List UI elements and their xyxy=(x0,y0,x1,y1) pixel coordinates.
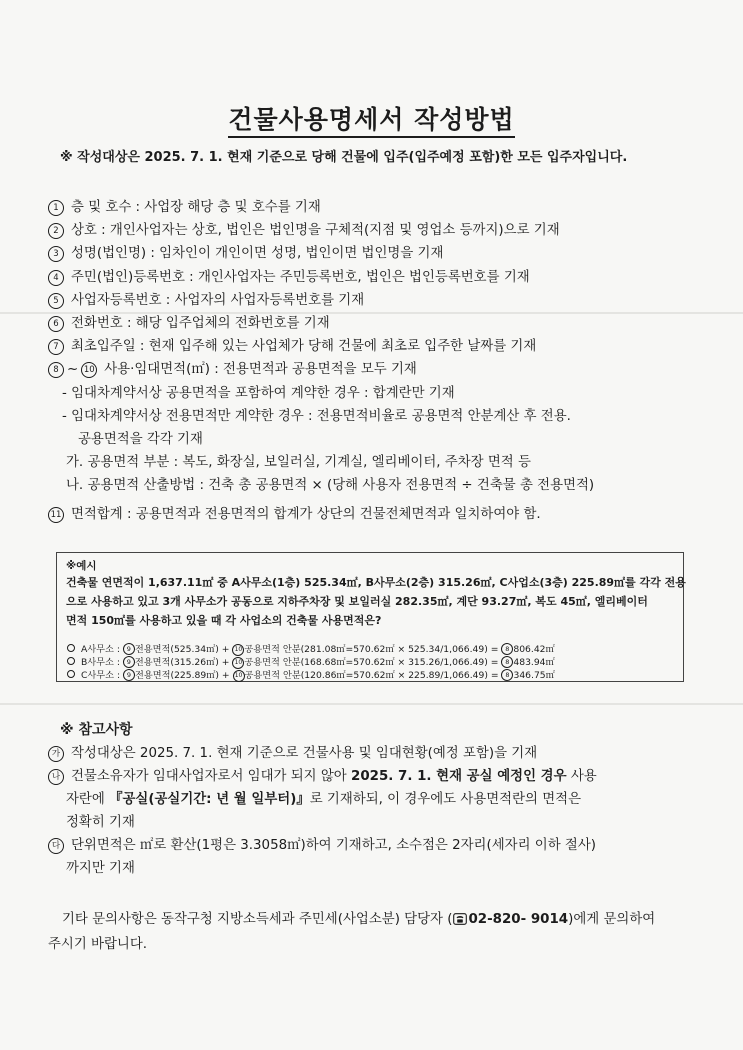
area-detail-ga: 가. 공용면적 부분 : 복도, 화장실, 보일러실, 기계실, 엘리베이터, 주차장 면적 등 xyxy=(66,455,531,471)
area-detail-na: 나. 공용면적 산출방법 : 건축 총 공용면적 × (당해 사용자 전용면적 ÷ 건축물 총 전용면적) xyxy=(66,478,595,494)
list-item: 4 주민(법인)등록번호 : 개인사업자는 주민등록번호, 법인은 법인등록번호를 기재 xyxy=(48,266,708,289)
circle-bullet-icon xyxy=(67,657,75,665)
example-text: 건축물 연면적이 1,637.11㎡ 중 A사무소(1층) 525.34㎡, B사무소(2층) 315.26㎡, C사업소(3층) 225.89㎡를 각각 전용 으로 사용하고 있고 3개 사무소가 공동으로 지하주차장 및 보일러실 282.35㎡, 계단 93.27㎡, 복도 45㎡, 엘리베이터 면적 150㎡를 사용하고 있을 때 각 사업소의 건축물 사용면적은? xyxy=(66,576,686,627)
example-box xyxy=(56,552,684,682)
list-item: 1 층 및 호수 : 사업장 해당 층 및 호수를 기재 xyxy=(48,196,708,219)
circled-number: 10 xyxy=(81,362,97,378)
circled-number: 3 xyxy=(48,246,64,262)
list-item: 3 성명(법인명) : 임차인이 개인이면 성명, 법인이면 법인명을 기재 xyxy=(48,242,708,265)
telephone-icon xyxy=(453,910,467,933)
reference-notes xyxy=(48,718,708,880)
circled-letter: 나 xyxy=(48,769,64,785)
example-result-row: B사무소 : 9 전용면적(315.26㎡) + 10 공용면적 안분(168.68㎡=570.62㎡ × 315.26/1,066.49) = 8 483.94㎡ xyxy=(67,656,555,669)
circle-bullet-icon xyxy=(67,670,75,678)
circled-number: 8 xyxy=(48,362,64,378)
area-sub-item-continued: 공용면적을 각각 기재 xyxy=(78,431,203,447)
reference-item: 다 단위면적은 ㎡로 환산(1평은 3.3058㎡)하여 기재하고, 소수점은 2자리(세자리 이하 절사) 까지만 기재 xyxy=(48,834,708,880)
circled-number: 1 xyxy=(48,200,64,216)
document-title: 건물사용명세서 작성방법 xyxy=(0,100,743,136)
paper-fold-line xyxy=(0,703,743,705)
reference-item: 가 작성대상은 2025. 7. 1. 현재 기준으로 건물사용 및 임대현황(예정 포함)을 기재 xyxy=(48,742,708,765)
document-subtitle: ※ 작성대상은 2025. 7. 1. 현재 기준으로 당해 건물에 입주(입주예정 포함)한 모든 입주자입니다. xyxy=(60,150,628,165)
contact-note: 기타 문의사항은 동작구청 지방소득세과 주민세(사업소분) 담당자 ( 02-820- 9014)에게 문의하여 주시기 바랍니다. xyxy=(48,912,656,952)
circled-letter: 다 xyxy=(48,838,64,854)
circled-number: 5 xyxy=(48,293,64,309)
list-item: 6 전화번호 : 해당 입주업체의 전화번호를 기재 xyxy=(48,312,708,335)
circled-number: 2 xyxy=(48,223,64,239)
list-item: 7 최초입주일 : 현재 입주해 있는 사업체가 당해 건물에 최초로 입주한 날짜를 기재 xyxy=(48,335,708,358)
list-item: 2 상호 : 개인사업자는 상호, 법인은 법인명을 구체적(지점 및 영업소 등까지)으로 기재 xyxy=(48,219,708,242)
example-result-row: A사무소 : 9 전용면적(525.34㎡) + 10 공용면적 안분(281.08㎡=570.62㎡ × 525.34/1,066.49) = 8 806.42㎡ xyxy=(67,643,555,656)
instruction-list xyxy=(48,196,708,527)
circled-letter: 가 xyxy=(48,746,64,762)
reference-item: 나 건물소유자가 임대사업자로서 임대가 되지 않아 2025. 7. 1. 현재 공실 예정인 경우 사용 자란에 『공실(공실기간: 년 월 일부터)』로 기재하되, 이 경우에도 사용면적란의 면적은 정확히 기재 xyxy=(48,765,708,834)
circle-bullet-icon xyxy=(67,644,75,652)
circled-number: 4 xyxy=(48,270,64,286)
circled-number: 6 xyxy=(48,316,64,332)
area-sub-item: - 임대차계약서상 전용면적만 계약한 경우 : 전용면적비율로 공용면적 안분계산 후 전용. xyxy=(62,408,571,424)
circled-number: 11 xyxy=(48,507,64,523)
example-result-row: C사무소 : 9 전용면적(225.89㎡) + 10 공용면적 안분(120.86㎡=570.62㎡ × 225.89/1,066.49) = 8 346.75㎡ xyxy=(67,669,555,682)
list-item: 11 면적합계 : 공용면적과 전용면적의 합계가 상단의 건물전체면적과 일치하여야 함. xyxy=(48,503,708,526)
list-item-area: 8 ~ 10 사용·임대면적(㎡) : 전용면적과 공용면적을 모두 기재 xyxy=(48,358,708,381)
list-item: 5 사업자등록번호 : 사업자의 사업자등록번호를 기재 xyxy=(48,289,708,312)
reference-title: ※ 참고사항 xyxy=(60,722,133,738)
circled-number: 7 xyxy=(48,339,64,355)
area-sub-item: - 임대차계약서상 공용면적을 포함하여 계약한 경우 : 합계란만 기재 xyxy=(62,385,455,401)
example-heading: ※예시 xyxy=(66,560,97,572)
example-results xyxy=(67,643,555,682)
